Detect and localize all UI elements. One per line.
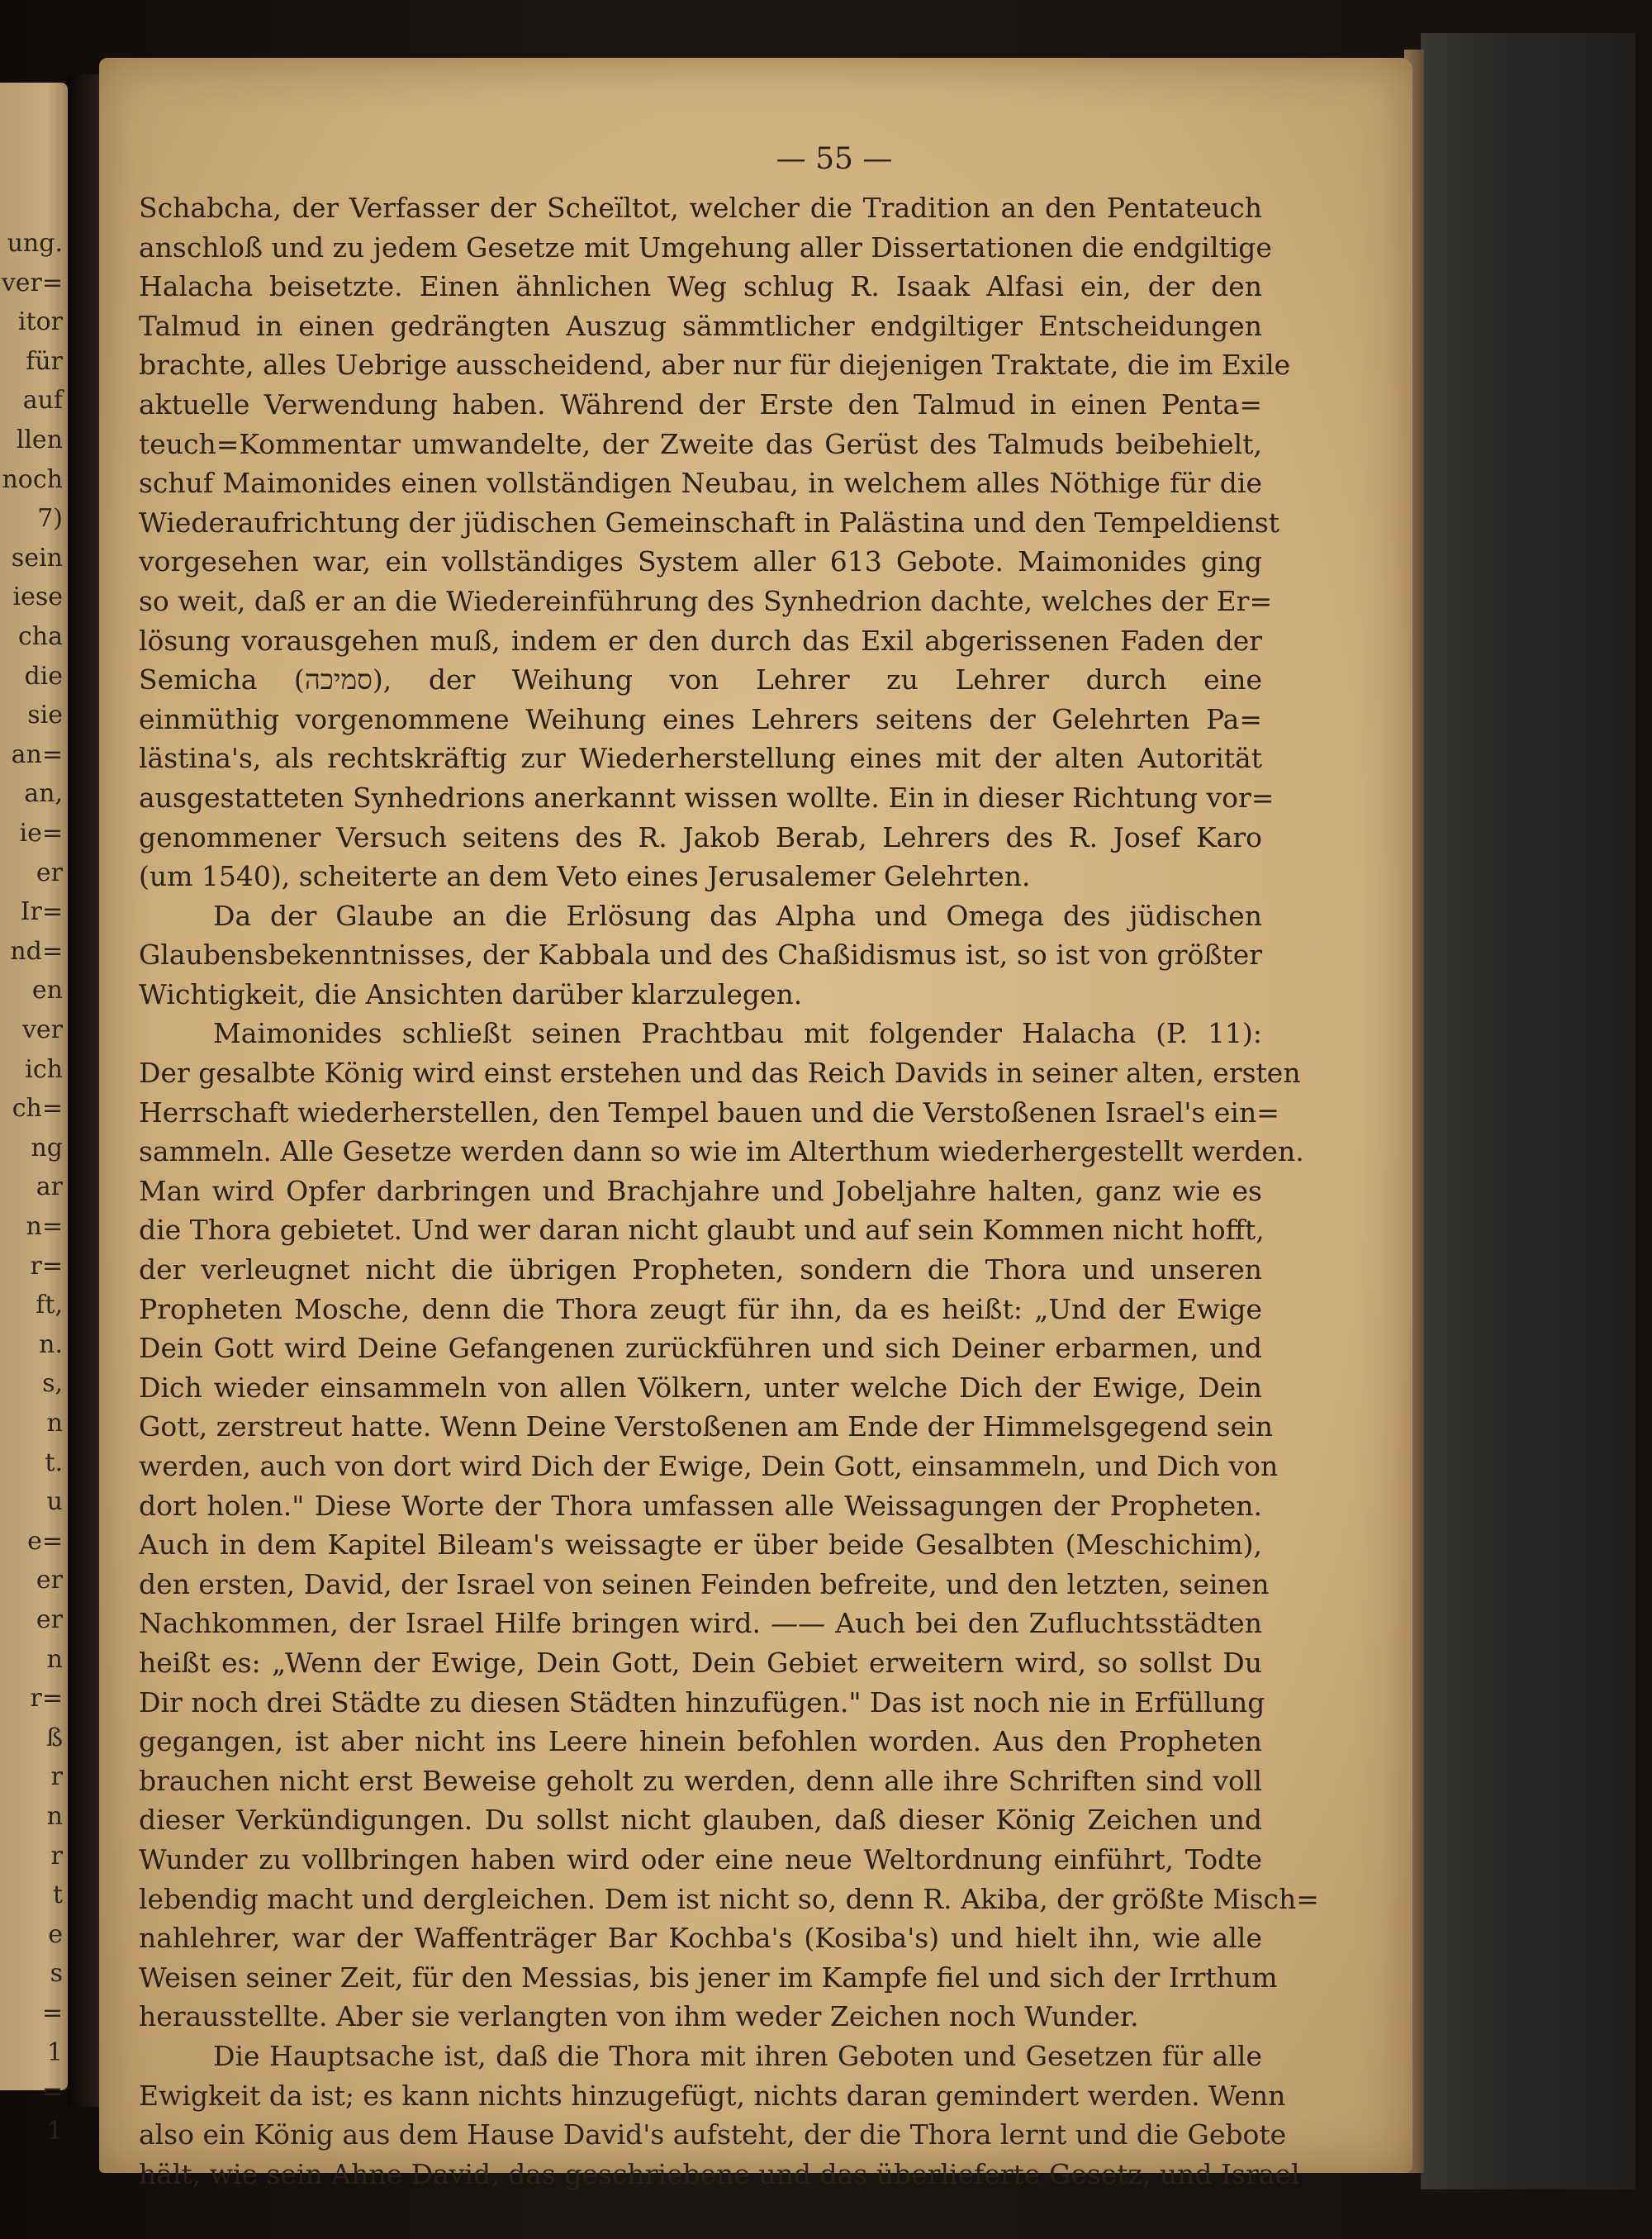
facing-page-fragment: r= (30, 1251, 63, 1281)
text-line: hält, wie sein Ahne David, das geschriebene und das überlieferte Gesetz, und Israel (139, 2157, 1300, 2190)
text-line: teuch=Kommentar umwandelte, der Zweite das Gerüst des Talmuds beibehielt, (139, 427, 1262, 460)
text-line: schuf Maimonides einen vollständigen Neubau, in welchem alles Nöthige für die (139, 467, 1262, 500)
text-line: Gott, zerstreut hatte. Wenn Deine Verstoßenen am Ende der Himmelsgegend sein (139, 1410, 1273, 1443)
text-line: vorgesehen war, ein vollständiges System aller 613 Gebote. Maimonides ging (139, 545, 1262, 578)
text-line: gegangen, ist aber nicht ins Leere hinein befohlen worden. Aus den Propheten (139, 1725, 1262, 1758)
facing-page-fragment: er (36, 858, 63, 887)
facing-page-fragment: n (46, 1802, 63, 1831)
page-number: — 55 — (776, 142, 893, 176)
book-spine (1421, 33, 1635, 2189)
text-line: anschloß und zu jedem Gesetze mit Umgehung aller Dissertationen die endgiltige (139, 231, 1272, 264)
text-line: lästina's, als rechtskräftig zur Wiederherstellung eines mit der alten Autorität (139, 742, 1262, 775)
text-line: werden, auch von dort wird Dich der Ewige, Dein Gott, einsammeln, und Dich von (139, 1450, 1279, 1482)
text-line: Dein Gott wird Deine Gefangenen zurückführen und sich Deiner erbarmen, und (139, 1332, 1262, 1365)
text-line: Wichtigkeit, die Ansichten darüber klarzulegen. (139, 977, 803, 1010)
text-line: der verleugnet nicht die übrigen Propheten, sondern die Thora und unseren (139, 1253, 1262, 1286)
text-line: Halacha beisetzte. Einen ähnlichen Weg schlug R. Isaak Alfasi ein, der den (139, 270, 1262, 303)
facing-page-fragment: t. (45, 1448, 63, 1477)
text-line: Wiederaufrichtung der jüdischen Gemeinschaft in Palästina und den Tempeldienst (139, 506, 1280, 539)
text-line: Maimonides schließt seinen Prachtbau mit folgender Halacha (P. 11): (213, 1017, 1262, 1050)
text-line: Schabcha, der Verfasser der Scheïltot, welcher die Tradition an den Pentateuch (139, 192, 1262, 224)
facing-page-fragment: s, (42, 1369, 63, 1399)
facing-page-fragment: s (50, 1959, 63, 1989)
facing-page-fragment: ft, (36, 1291, 63, 1320)
facing-page-fragment: en (31, 976, 63, 1005)
text-line: Propheten Mosche, denn die Thora zeugt für ihn, da es heißt: „Und der Ewige (139, 1292, 1262, 1325)
facing-page-fragment: t (52, 1880, 63, 1910)
text-line: genommener Versuch seitens des R. Jakob Berab, Lehrers des R. Josef Karo (139, 820, 1262, 853)
facing-page-fragment: für (26, 346, 63, 376)
facing-page-fragment: ich (25, 1054, 63, 1084)
facing-page-fragment: sein (11, 543, 63, 573)
left-facing-page (0, 83, 68, 2146)
facing-page-fragment: ar (36, 1172, 63, 1202)
facing-page-fragment: = (41, 1999, 63, 2027)
text-line: einmüthig vorgenommene Weihung eines Lehrers seitens der Gelehrten Pa= (139, 702, 1262, 735)
facing-page-fragment: r= (30, 1684, 63, 1714)
facing-page-fragment: n= (26, 1212, 63, 1241)
text-line: Wunder zu vollbringen haben wird oder eine neue Weltordnung einführt, Todte (139, 1842, 1262, 1875)
facing-page-fragment: n (46, 1409, 63, 1438)
text-line: ausgestatteten Synhedrions anerkannt wissen wollte. Ein in dieser Richtung vor= (139, 781, 1275, 814)
facing-page-fragment: 1 (46, 2037, 63, 2067)
text-line: Talmud in einen gedrängten Auszug sämmtlicher endgiltiger Entscheidungen (139, 309, 1262, 342)
facing-page-fragment: an= (11, 739, 63, 769)
facing-page-fragment: r (50, 1841, 63, 1871)
facing-page-fragment: ch= (12, 1094, 63, 1124)
text-line: dort holen." Diese Worte der Thora umfassen alle Weissagungen der Propheten. (139, 1489, 1262, 1522)
text-line: lösung vorausgehen muß, indem er den durch das Exil abgerissenen Faden der (139, 624, 1262, 657)
facing-page-fragment: sie (27, 701, 63, 730)
text-line: aktuelle Verwendung haben. Während der Erste den Talmud in einen Penta= (139, 387, 1262, 421)
facing-page-fragment: itor (17, 307, 63, 337)
text-line: sammeln. Alle Gesetze werden dann so wie im Alterthum wiederhergestellt werden. (139, 1135, 1304, 1168)
facing-page-fragment: die (24, 661, 63, 691)
text-line: Der gesalbte König wird einst erstehen und das Reich Davids in seiner alten, ersten (139, 1057, 1301, 1090)
facing-page-fragment: ng (31, 1133, 63, 1162)
text-line: heißt es: „Wenn der Ewige, Dein Gott, Dein Gebiet erweitern wird, so sollst Du (139, 1646, 1262, 1679)
facing-page-fragment: er (36, 1566, 63, 1595)
text-line: Nachkommen, der Israel Hilfe bringen wird. —— Auch bei den Zufluchtsstädten (139, 1607, 1262, 1640)
text-line: Weisen seiner Zeit, für den Messias, bis jener im Kampfe fiel und sich der Irrthum (139, 1961, 1278, 1994)
facing-page-fragment: n (46, 1644, 63, 1674)
text-line: lebendig macht und dergleichen. Dem ist nicht so, denn R. Akiba, der größte Misch= (139, 1882, 1319, 1915)
facing-page-fragment: Ir= (20, 897, 63, 927)
facing-page-fragment: auf (22, 386, 63, 416)
facing-page-fragment: r (50, 1762, 63, 1792)
facing-page-fragment: ver (21, 1015, 63, 1044)
page-body-text (139, 188, 1319, 2194)
facing-page-fragment: = (41, 2077, 63, 2107)
facing-page-fragment: er (36, 1605, 63, 1634)
text-line: Dir noch drei Städte zu diesen Städten hinzufügen." Das ist noch nie in Erfüllung (139, 1685, 1265, 1718)
facing-page-fragment: ver= (1, 268, 63, 297)
text-line: brauchen nicht erst Beweise geholt zu werden, denn alle ihre Schriften sind voll (139, 1764, 1262, 1797)
text-line: Dich wieder einsammeln von allen Völkern, unter welche Dich der Ewige, Dein (139, 1371, 1262, 1404)
text-line: Semicha (סמיכה), der Weihung von Lehrer zu Lehrer durch eine (139, 663, 1262, 696)
book-gutter (68, 74, 101, 2107)
facing-page-fragment: ung. (7, 229, 63, 258)
facing-page-fragment: an, (24, 779, 63, 809)
text-line: Da der Glaube an die Erlösung das Alpha und Omega des jüdischen (213, 899, 1262, 932)
text-line: dieser Verkündigungen. Du sollst nicht glauben, daß dieser König Zeichen und (139, 1804, 1262, 1837)
text-line: Auch in dem Kapitel Bileam's weissagte er über beide Gesalbten (Meschichim), (139, 1528, 1262, 1562)
facing-page-fragment: 7) (37, 504, 63, 534)
facing-page-fragment: n. (39, 1329, 63, 1359)
text-line: Man wird Opfer darbringen und Brachjahre und Jobeljahre halten, ganz wie es (139, 1174, 1262, 1207)
text-line: nahlehrer, war der Waffenträger Bar Kochba's (Kosiba's) und hielt ihn, wie alle (139, 1922, 1262, 1955)
facing-page-fragment: e= (27, 1526, 63, 1556)
text-line: brachte, alles Uebrige ausscheidend, aber nur für diejenigen Traktate, die im Exile (139, 349, 1291, 382)
text-line: also ein König aus dem Hause David's aufsteht, der die Thora lernt und die Gebote (139, 2118, 1287, 2151)
text-line: Ewigkeit da ist; es kann nichts hinzugefügt, nichts daran gemindert werden. Wenn (139, 2079, 1286, 2112)
facing-page-fragment: e (48, 1919, 63, 1949)
facing-page-fragment: cha (17, 622, 63, 651)
facing-page-fragment: nd= (10, 936, 63, 966)
text-line: (um 1540), scheiterte an dem Veto eines Jerusalemer Gelehrten. (139, 860, 1031, 893)
text-line: Die Hauptsache ist, daß die Thora mit ihren Geboten und Gesetzen für alle (213, 2039, 1262, 2072)
facing-page-fragment: noch (2, 464, 63, 494)
facing-page-fragment: u (46, 1487, 63, 1517)
facing-page-fragment: ie= (19, 819, 63, 848)
text-line: so weit, daß er an die Wiedereinführung des Synhedrion dachte, welches der Er= (139, 584, 1273, 617)
facing-page-fragment: iese (12, 582, 63, 612)
text-line: herausstellte. Aber sie verlangten von ihm weder Zeichen noch Wunder. (139, 2000, 1139, 2033)
facing-page-fragment: llen (16, 425, 63, 454)
text-line: die Thora gebietet. Und wer daran nicht glaubt und auf sein Kommen nicht hofft, (139, 1214, 1265, 1247)
text-line: Herrschaft wiederherstellen, den Tempel bauen und die Verstoßenen Israel's ein= (139, 1096, 1279, 1129)
text-line: den ersten, David, der Israel von seinen Feinden befreite, und den letzten, seinen (139, 1567, 1270, 1600)
facing-page-fragment: 1 (46, 2116, 63, 2146)
text-line: Glaubensbekenntnisses, der Kabbala und des Chaßidismus ist, so ist von größter (139, 939, 1262, 972)
facing-page-fragment: ß (45, 1723, 63, 1752)
